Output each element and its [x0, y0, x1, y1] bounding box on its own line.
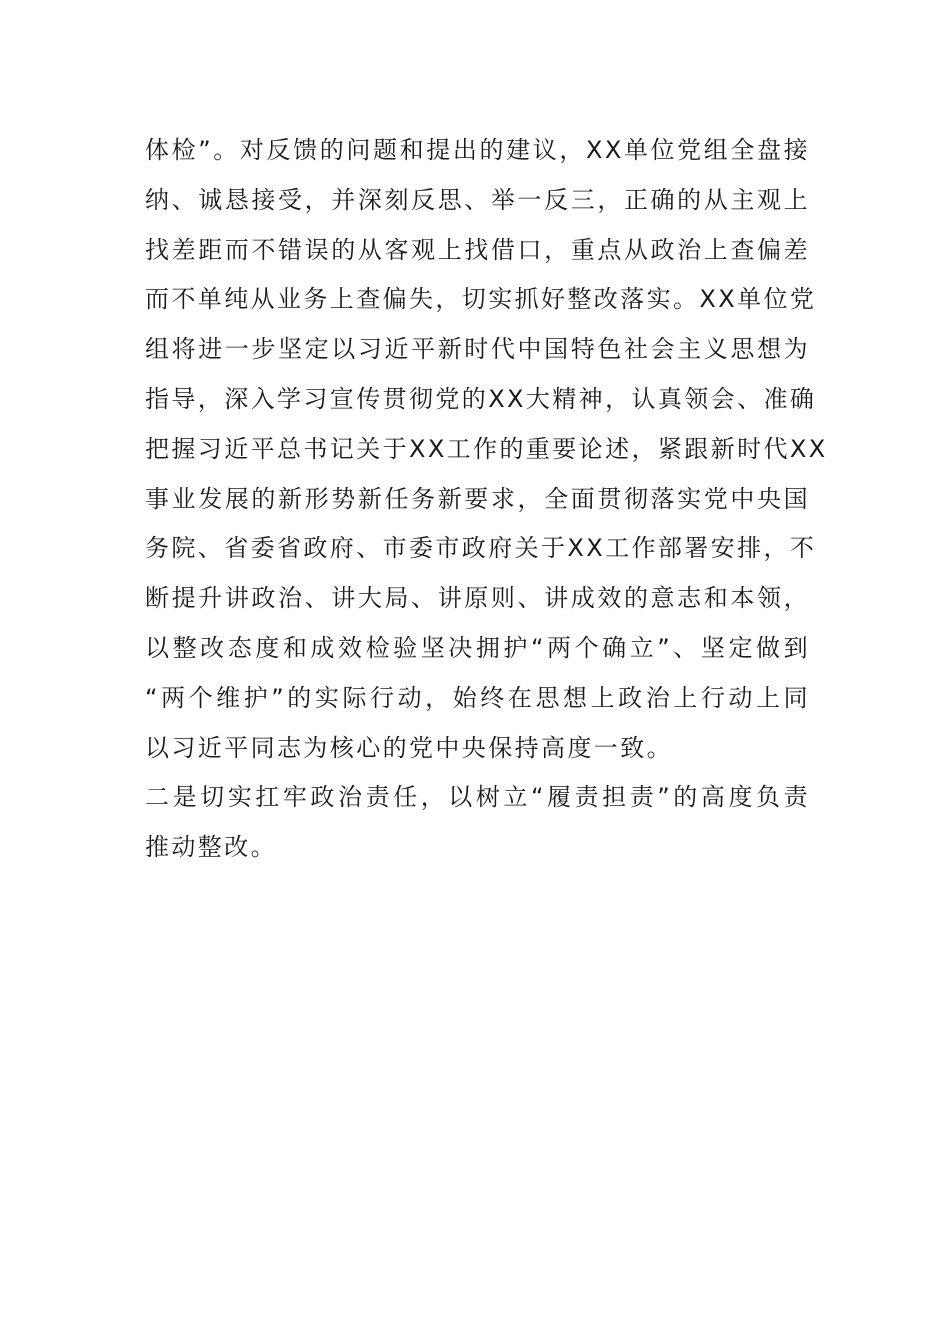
text-line: 纳、诚恳接受，并深刻反思、举一反三，正确的从主观上 — [145, 185, 810, 214]
document-body — [145, 126, 828, 873]
text-line: 推动整改。 — [145, 833, 277, 862]
text-line: 以习近平同志为核心的党中央保持高度一致。 — [145, 733, 673, 762]
text-line: 断提升讲政治、讲大局、讲原则、讲成效的意志和本领， — [145, 584, 810, 613]
paragraph-2 — [145, 773, 810, 873]
text-line: 体检”。对反馈的问题和提出的建议，XX单位党组全盘接 — [145, 136, 810, 164]
text-line: 找差距而不错误的从客观上找借口，重点从政治上查偏差 — [145, 235, 810, 264]
text-line: 组将进一步坚定以习近平新时代中国特色社会主义思想为 — [145, 335, 810, 364]
text-line: 指导，深入学习宣传贯彻党的XX大精神，认真领会、准确 — [145, 384, 817, 413]
text-line: 而不单纯从业务上查偏失，切实抓好整改落实。XX单位党 — [145, 285, 817, 314]
text-line: 务院、省委省政府、市委市政府关于XX工作部署安排，不 — [145, 534, 817, 563]
paragraph-1 — [145, 126, 828, 773]
text-line: 事业发展的新形势新任务新要求，全面贯彻落实党中央国 — [145, 484, 810, 513]
text-line: 二是切实扛牢政治责任，以树立“履责担责”的高度负责 — [145, 783, 810, 812]
text-line: 把握习近平总书记关于XX工作的重要论述，紧跟新时代XX — [145, 434, 828, 463]
text-line: 以整改态度和成效检验坚决拥护“两个确立”、坚定做到 — [145, 633, 810, 662]
text-line: “两个维护”的实际行动，始终在思想上政治上行动上同 — [145, 683, 810, 712]
